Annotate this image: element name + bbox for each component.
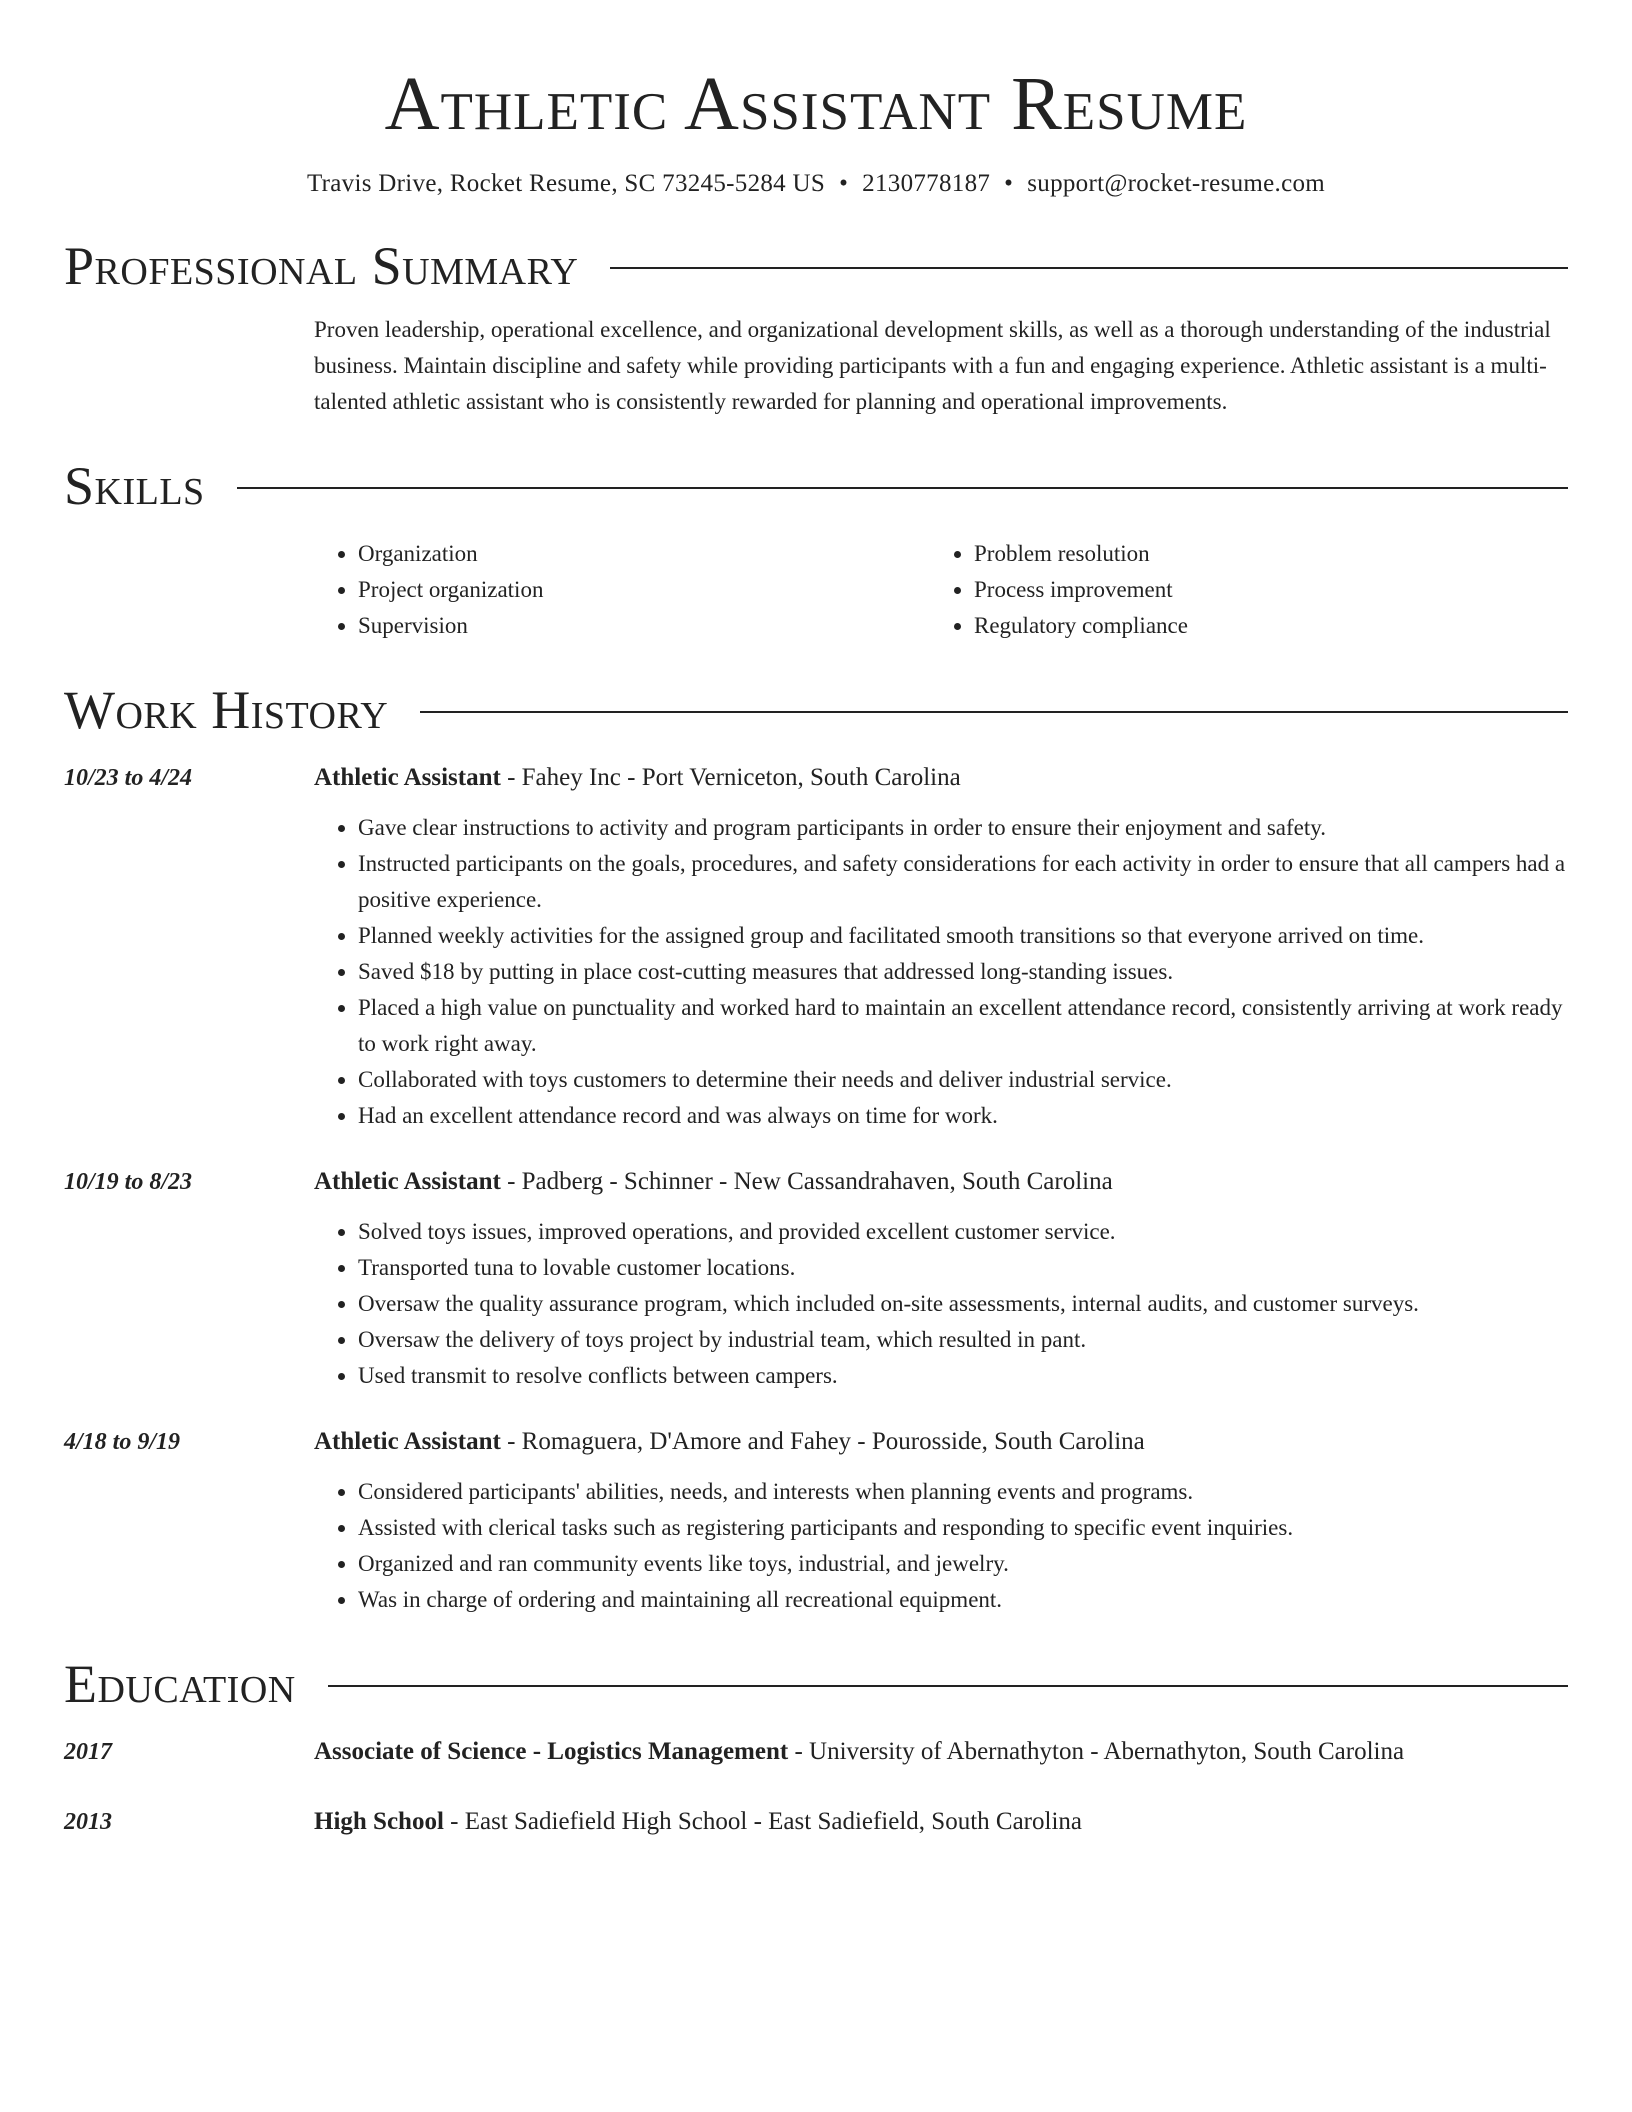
education-school: - University of Abernathyton - Abernathyton, South Carolina [788,1738,1405,1765]
summary-heading: Professional Summary [64,236,579,296]
job-entry [64,1424,1568,1618]
contact-address: Travis Drive, Rocket Resume, SC 73245-5284 US [306,170,826,197]
education-detail [314,1734,1404,1770]
skill-item: • Project organization [358,572,930,608]
education-year: 2017 [64,1739,112,1765]
resume-title: Athletic Assistant Resume [384,62,1248,146]
education-year: 2013 [64,1809,112,1835]
summary-text: Proven leadership, operational excellence, and organizational development skills, as well as a thorough understanding of the industrial business. Maintain discipline and safety while providing participants with a fun and engaging experience. Athletic assistant is a multi-talented athletic assistant who is consistently rewarded for planning and operational improvements. [314,317,1551,414]
job-bullets [314,810,1568,1134]
job-detail [314,1424,1568,1618]
work-heading: Work History [64,680,389,740]
work-section-header [64,678,1568,742]
job-bullet: • Saved $18 by putting in place cost-cutting measures that addressed long-standing issues. [358,954,1568,990]
skills-heading: Skills [64,456,205,516]
job-bullet: • Organized and ran community events like toys, industrial, and jewelry. [358,1546,1568,1582]
job-bullet: • Oversaw the delivery of toys project by industrial team, which resulted in pant. [358,1322,1568,1358]
job-employer: - Fahey Inc - Port Verniceton, South Carolina [500,764,961,791]
job-dates: 10/19 to 8/23 [64,1169,193,1195]
job-bullets [314,1474,1568,1618]
job-dates: 4/18 to 9/19 [64,1429,181,1455]
job-entry [64,1164,1568,1394]
job-employer: - Romaguera, D'Amore and Fahey - Pourosside, South Carolina [500,1428,1145,1455]
section-divider [328,1685,1568,1687]
section-divider [420,711,1568,713]
summary-section-header [64,234,1568,298]
job-title: Athletic Assistant [314,1168,501,1195]
job-heading [314,1424,1568,1460]
section-divider [610,267,1568,269]
education-section-header [64,1652,1568,1716]
job-detail [314,1164,1568,1394]
education-entry [64,1804,1568,1840]
job-bullet: • Collaborated with toys customers to determine their needs and deliver industrial service. [358,1062,1568,1098]
contact-email: support@rocket-resume.com [1027,170,1326,197]
skill-item: • Problem resolution [974,536,1546,572]
contact-phone: 2130778187 [862,170,991,197]
education-heading: Education [64,1654,296,1714]
contact-line [64,168,1568,200]
job-bullet: • Had an excellent attendance record and was always on time for work. [358,1098,1568,1134]
education-detail [314,1804,1082,1840]
job-bullet: • Solved toys issues, improved operations, and provided excellent customer service. [358,1214,1568,1250]
job-bullet: • Used transmit to resolve conflicts between campers. [358,1358,1568,1394]
skills-list [314,536,1568,644]
job-bullet: • Instructed participants on the goals, procedures, and safety considerations for each activity in order to ensure that all campers had a positive experience. [358,846,1568,918]
contact-separator: • [1004,170,1014,197]
job-bullet: • Placed a high value on punctuality and worked hard to maintain an excellent attendance record, consistently arriving at work ready to work right away. [358,990,1568,1062]
job-title: Athletic Assistant [314,1428,501,1455]
job-detail [314,760,1568,1134]
education-entry [64,1734,1568,1770]
skill-item: • Regulatory compliance [974,608,1546,644]
job-bullets [314,1214,1568,1394]
skills-section-header [64,454,1568,518]
job-bullet: • Was in charge of ordering and maintaining all recreational equipment. [358,1582,1568,1618]
job-bullet: • Oversaw the quality assurance program, which included on-site assessments, internal audits, and customer surveys. [358,1286,1568,1322]
skill-item: • Organization [358,536,930,572]
job-bullet: • Considered participants' abilities, needs, and interests when planning events and programs. [358,1474,1568,1510]
job-title: Athletic Assistant [314,764,501,791]
job-heading [314,1164,1568,1200]
job-entry [64,760,1568,1134]
education-degree: High School [314,1808,444,1835]
skills-column-right [930,536,1546,644]
skill-item: • Process improvement [974,572,1546,608]
job-dates: 10/23 to 4/24 [64,765,193,791]
contact-separator: • [839,170,849,197]
job-heading [314,760,1568,796]
job-employer: - Padberg - Schinner - New Cassandrahaven, South Carolina [500,1168,1113,1195]
skills-column-left [314,536,930,644]
education-school: - East Sadiefield High School - East Sadiefield, South Carolina [443,1808,1082,1835]
skill-item: • Supervision [358,608,930,644]
education-degree: Associate of Science - Logistics Management [314,1738,789,1765]
section-divider [237,487,1568,489]
job-bullet: • Planned weekly activities for the assigned group and facilitated smooth transitions so that everyone arrived on time. [358,918,1568,954]
job-bullet: • Gave clear instructions to activity and program participants in order to ensure their enjoyment and safety. [358,810,1568,846]
job-bullet: • Transported tuna to lovable customer locations. [358,1250,1568,1286]
job-bullet: • Assisted with clerical tasks such as registering participants and responding to specific event inquiries. [358,1510,1568,1546]
